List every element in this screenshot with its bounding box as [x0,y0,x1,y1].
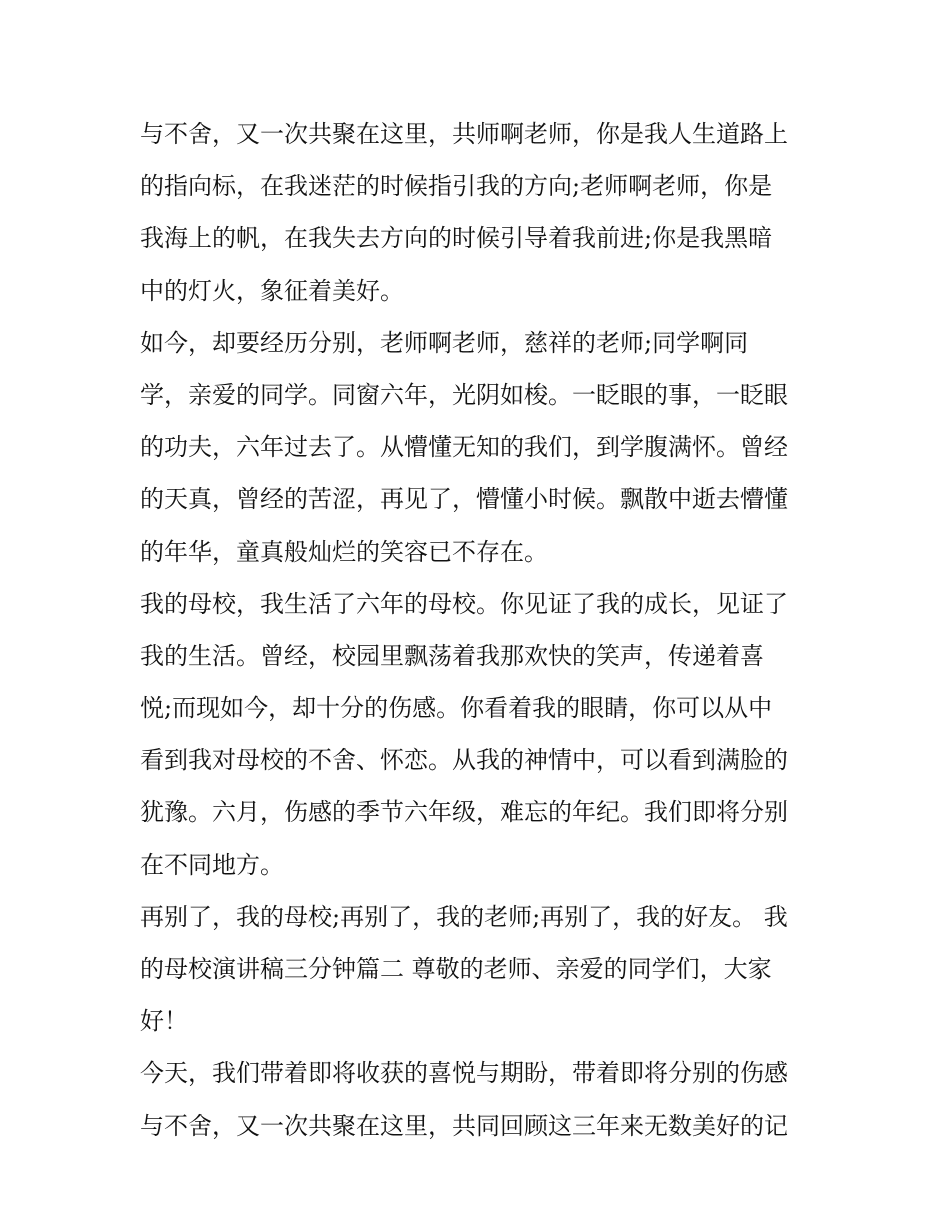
text-line: 学，亲爱的同学。同窗六年，光阴如梭。一眨眼的事，一眨眼 [140,380,788,409]
text-line: 如今，却要经历分别，老师啊老师，慈祥的老师;同学啊同 [140,328,749,357]
text-line: 的功夫，六年过去了。从懵懂无知的我们，到学腹满怀。曾经 [140,433,788,462]
text-line: 我的母校，我生活了六年的母校。你见证了我的成长，见证了 [140,589,788,618]
text-line: 今天，我们带着即将收获的喜悦与期盼，带着即将分别的伤感 [140,1059,788,1088]
text-line: 再别了，我的母校;再别了，我的老师;再别了，我的好友。 我 [140,902,788,931]
text-line: 在不同地方。 [140,850,284,879]
text-line: 悦;而现如今，却十分的伤感。你看着我的眼睛，你可以从中 [140,694,773,723]
text-line: 的母校演讲稿三分钟篇二 尊敬的老师、亲爱的同学们，大家 [140,955,772,983]
text-line: 的指向标，在我迷茫的时候指引我的方向;老师啊老师，你是 [140,172,773,201]
text-line: 犹豫。六月，伤感的季节六年级，难忘的年纪。我们即将分别 [140,798,788,827]
text-line: 与不舍，又一次共聚在这里，共同回顾这三年来无数美好的记 [140,1111,788,1140]
text-line: 与不舍，又一次共聚在这里，共师啊老师，你是我人生道路上 [140,120,788,148]
text-line: 我海上的帆，在我失去方向的时候引导着我前进;你是我黑暗 [140,224,773,253]
text-line: 我的生活。曾经，校园里飘荡着我那欢快的笑声，传递着喜 [140,641,764,670]
text-line: 中的灯火，象征着美好。 [140,276,404,305]
text-line: 好！ [140,1007,188,1036]
text-line: 的年华，童真般灿烂的笑容已不存在。 [140,537,548,566]
document-body [140,108,820,1152]
text-line: 的天真，曾经的苦涩，再见了，懵懂小时候。飘散中逝去懵懂 [140,485,788,514]
text-line: 看到我对母校的不舍、怀恋。从我的神情中，可以看到满脸的 [140,746,788,775]
